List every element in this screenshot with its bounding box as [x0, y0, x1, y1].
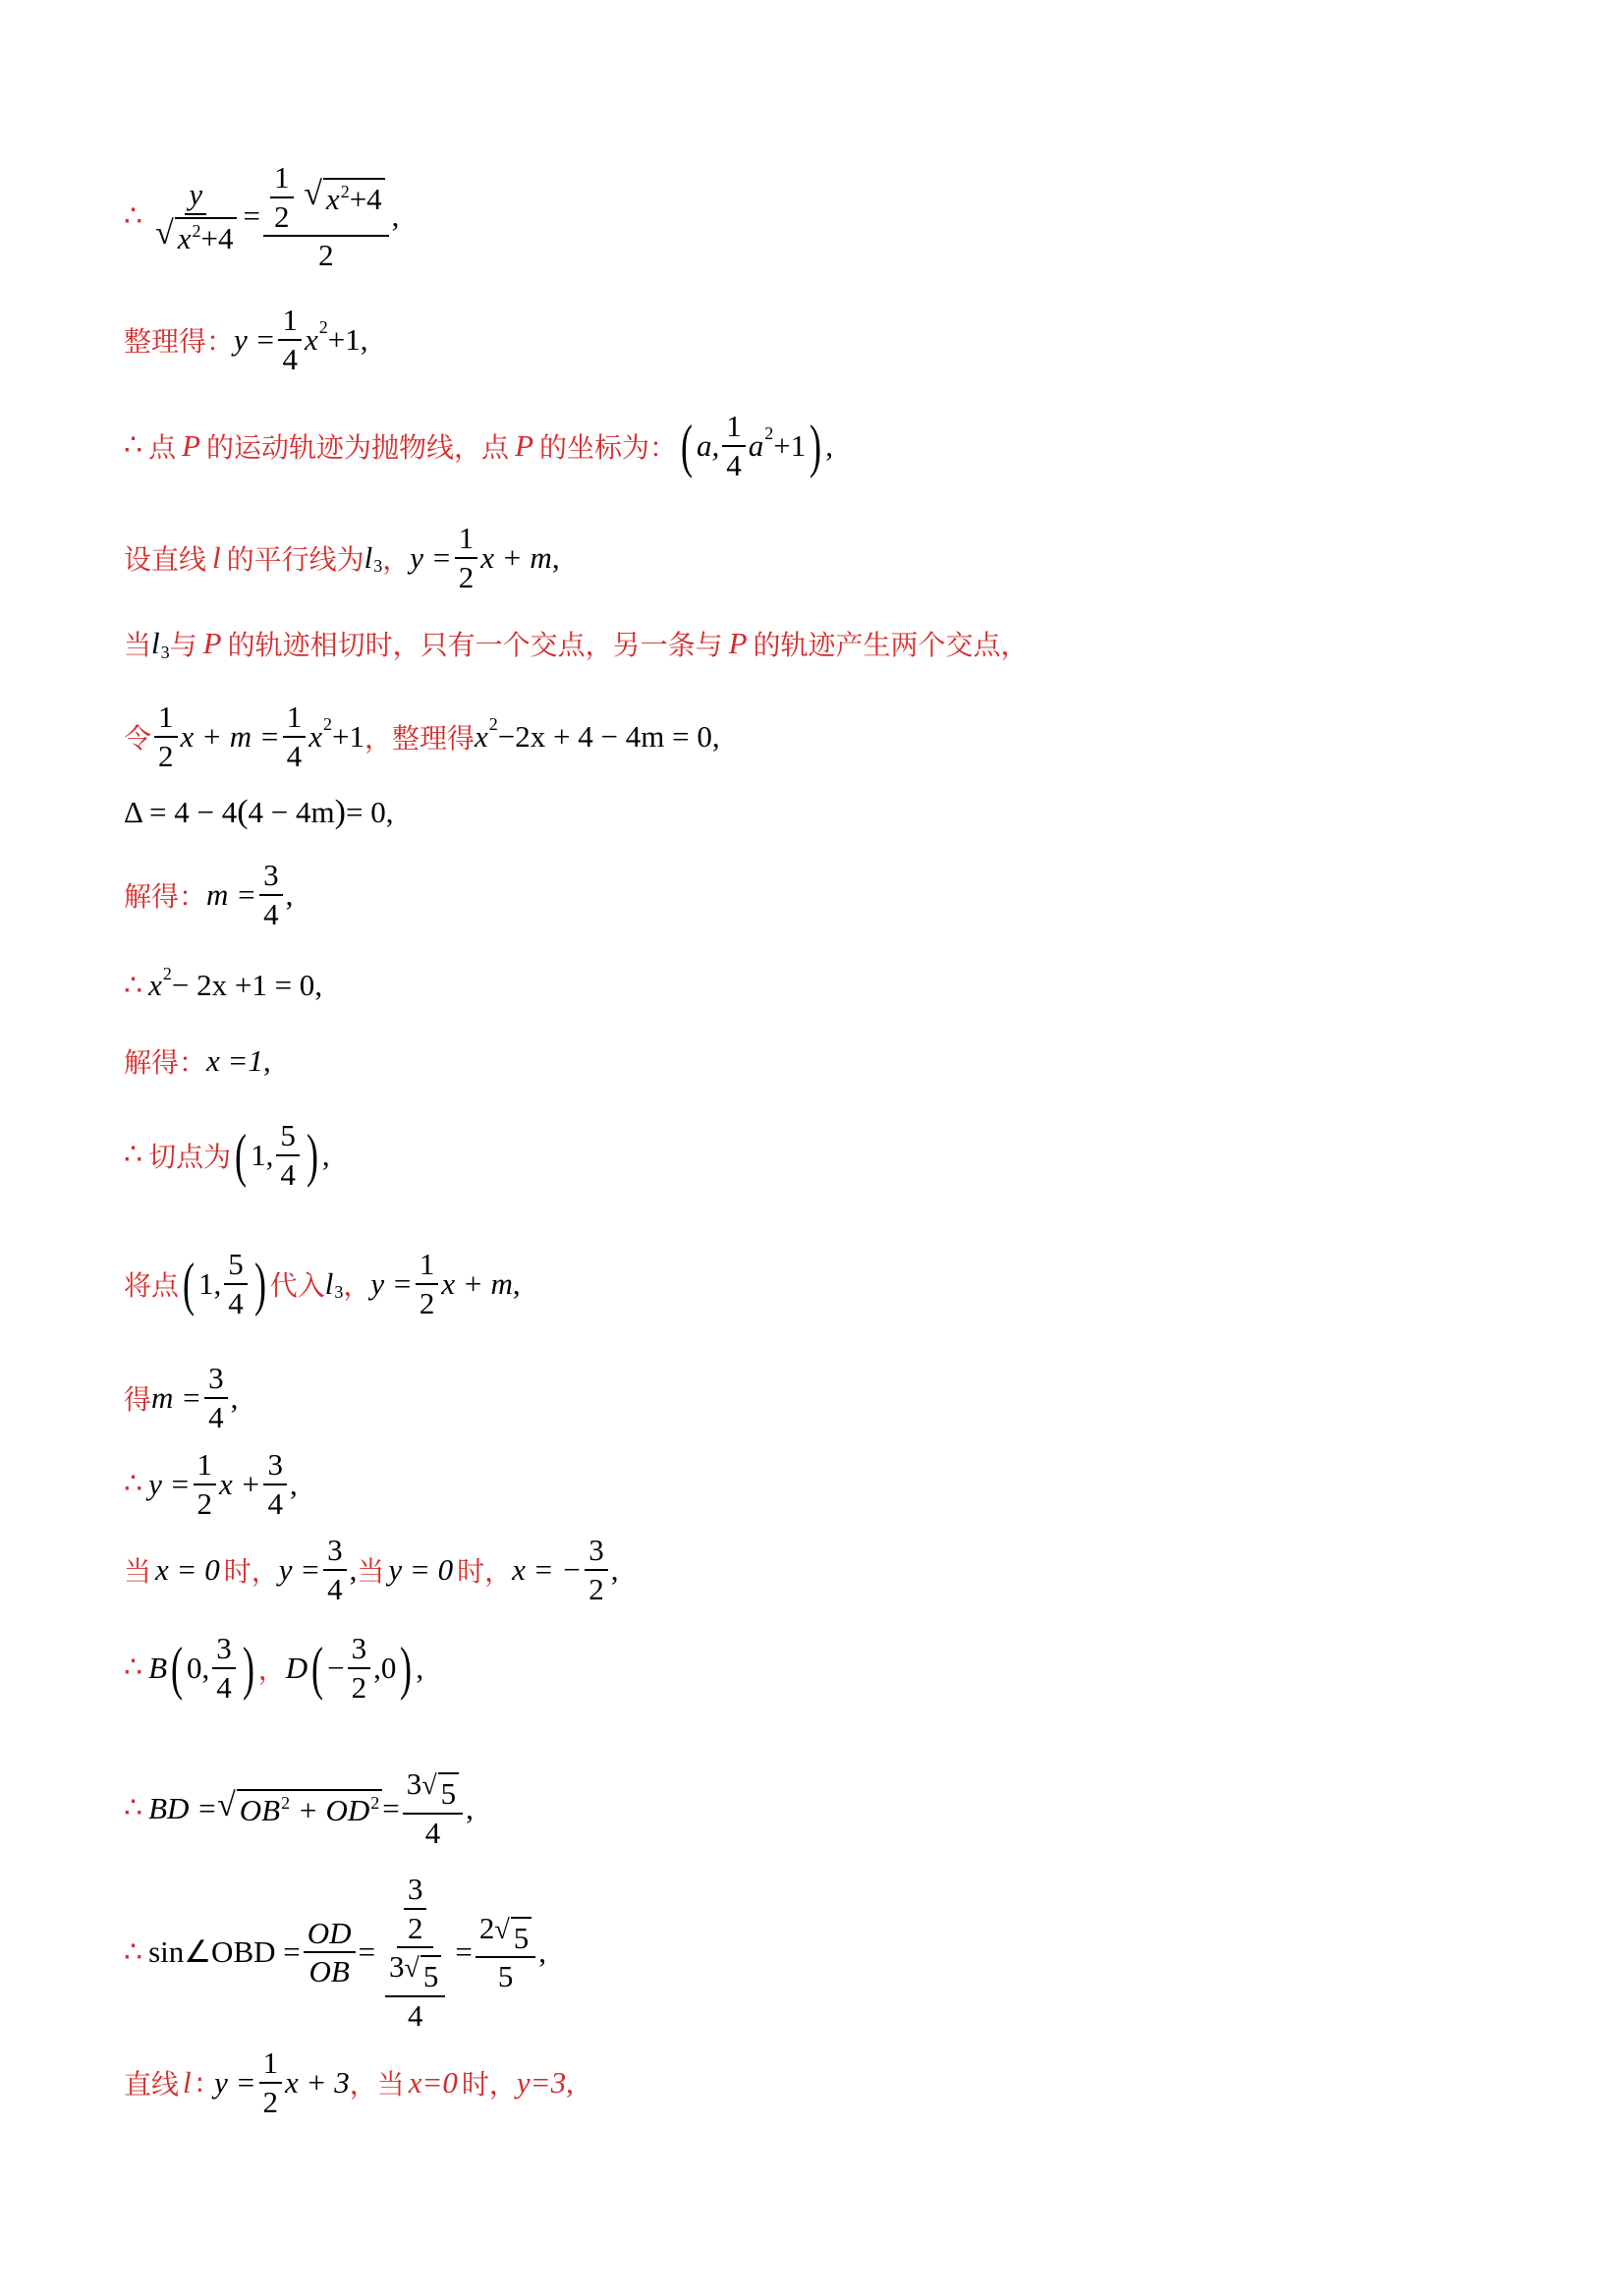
eq-line-7: Δ = 4 − 4 ( 4 − 4m ) = 0 , — [124, 794, 394, 830]
eq-line-10: 解得： x =1 , — [124, 1043, 271, 1079]
fraction: $\frac{1}{2}$ — [416, 1247, 439, 1320]
fraction: 3 √ 5 4 — [403, 1766, 463, 1850]
eq-line-4: 设直线 l 的平行线为 l 3 ， y = $\frac{1}{2}$ x + m , — [124, 521, 560, 594]
fraction: $\frac{5}{4}$ — [276, 1118, 300, 1192]
fraction: $\frac{5}{4}$ — [224, 1247, 248, 1320]
fraction: $\frac{1}{2}$ — [259, 2045, 283, 2119]
eq-line-12: 将点 ( 1, $\frac{5}{4}$ ) 代入 l 3 ， y = $\frac{1}{2}$ x + m , — [124, 1247, 521, 1320]
eq-line-3: ∴ 点 P 的运动轨迹为抛物线，点 P 的坐标为： ( a, $\frac{1}{4}$ a 2 +1 ) , — [124, 409, 833, 482]
fraction: 2 √ 5 5 — [476, 1911, 535, 1994]
eq-line-16: ∴ B ( 0, $\frac{3}{4}$ ) ， D ( − $\frac{3}{2}$ ,0 ) , — [124, 1631, 424, 1705]
fraction: $\frac{OD}{OB}$ — [304, 1916, 356, 1989]
fraction: $\frac{1}{4}$ — [283, 700, 307, 773]
eq-line-8: 解得： m = $\frac{3}{4}$ , — [124, 858, 294, 931]
eq-line-15: 当 x = 0 时， y = $\frac{3}{4}$ , 当 y = 0 时， x = − $\frac{3}{2}$ , — [124, 1533, 619, 1606]
therefore-symbol: ∴ — [124, 198, 143, 234]
eq-line-9: ∴ x 2 − 2x +1 = 0 , — [124, 963, 323, 1003]
eq-line-13: 得 m = $\frac{3}{4}$ , — [124, 1361, 239, 1434]
fraction: $\frac{3}{4}$ — [263, 1447, 287, 1521]
eq-line-14: ∴ y = $\frac{1}{2}$ x + $\frac{3}{4}$ , — [124, 1447, 298, 1521]
eq-line-18: ∴ sin∠OBD = $\frac{OD}{OB}$ = $\frac{3}{2}$ 3 √ 5 4 = 2 √ 5 5 , — [124, 1872, 546, 2033]
eq-line-1: ∴ y √ $x^2+4$ = $\frac{1}{2}$ √ $x^2+4$ 2 , — [124, 160, 400, 273]
fraction: $\frac{1}{4}$ — [722, 409, 746, 482]
fraction: $\frac{1}{2}$ — [194, 1447, 217, 1521]
fraction: $\frac{3}{2}$ 3 √ 5 4 — [378, 1872, 452, 2034]
fraction: $\frac{1}{2}$ √ $x^2+4$ 2 — [263, 160, 389, 273]
fraction: $\frac{3}{2}$ — [585, 1533, 608, 1606]
sqrt: √ $OB^2 + OD^2$ — [217, 1789, 382, 1828]
fraction: $\frac{1}{2}$ — [154, 700, 178, 773]
eq-line-6: 令 $\frac{1}{2}$ x + m = $\frac{1}{4}$ x 2 +1 ，整理得 x 2 −2x + 4 − 4m = 0 , — [124, 700, 720, 773]
eq-line-19: 直线 l : y = $\frac{1}{2}$ x + 3 ，当 x=0 时， y=3 , — [124, 2045, 574, 2119]
fraction: $\frac{3}{4}$ — [212, 1631, 236, 1705]
fraction: $\frac{3}{4}$ — [204, 1361, 228, 1434]
eq-line-2: 整理得： y = $\frac{1}{4}$ x 2 +1 , — [124, 303, 368, 376]
fraction: $\frac{1}{4}$ — [278, 303, 302, 376]
fraction: $\frac{1}{2}$ — [455, 521, 478, 594]
fraction: y √ $x^2+4$ — [151, 177, 240, 255]
eq-line-11: ∴ 切点为 ( 1, $\frac{5}{4}$ ) , — [124, 1118, 330, 1192]
fraction: $\frac{3}{2}$ — [348, 1631, 371, 1705]
eq-line-17: ∴ BD = √ $OB^2 + OD^2$ = 3 √ 5 4 , — [124, 1766, 474, 1850]
eq-line-5: 当 l 3 与 P 的轨迹相切时，只有一个交点，另一条与 P 的轨迹产生两个交点， — [124, 626, 1029, 662]
fraction: $\frac{3}{4}$ — [323, 1533, 347, 1606]
fraction: $\frac{3}{4}$ — [259, 858, 283, 931]
